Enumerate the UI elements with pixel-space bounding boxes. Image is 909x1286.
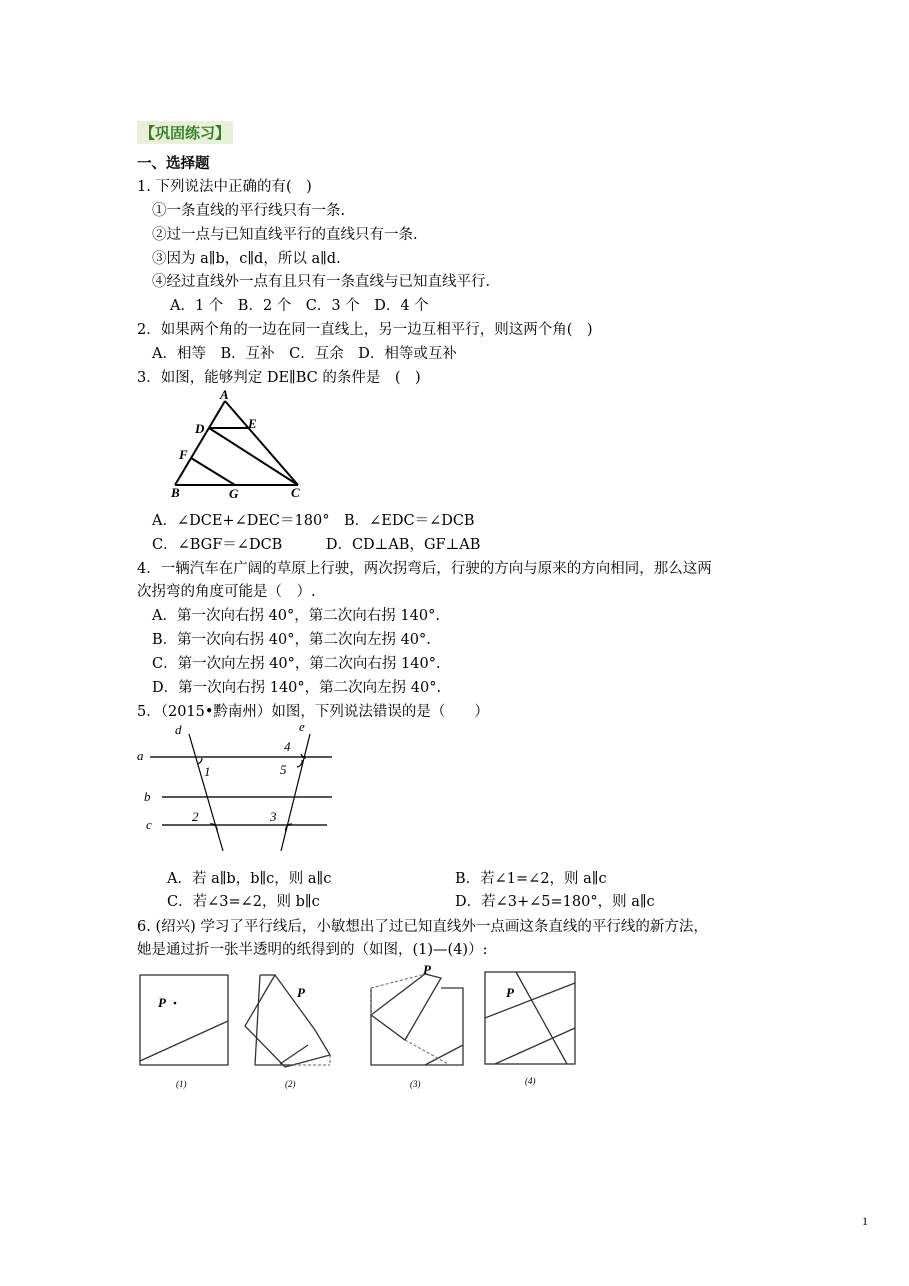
label-f: F (179, 447, 188, 462)
label-angle-3: 3 (270, 809, 277, 824)
q1-stem: 1. 下列说法中正确的有( ) (137, 179, 312, 195)
fig4-point-p: P (506, 985, 514, 1000)
fig3-point-p: P (423, 962, 431, 977)
fig1-caption: (1) (176, 1079, 187, 1089)
triangle-figure (165, 388, 315, 503)
q1-statement-4: ④经过直线外一点有且只有一条直线与已知直线平行. (152, 274, 491, 290)
fig4-caption: (4) (525, 1076, 536, 1086)
page-number: 1 (862, 1214, 868, 1228)
fig2-caption: (2) (285, 1079, 296, 1089)
label-a: A (220, 388, 229, 402)
label-angle-5: 5 (280, 762, 287, 777)
label-angle-1: 1 (204, 764, 211, 779)
q4-option-a: A．第一次向右拐 40°，第二次向右拐 140°. (152, 608, 440, 624)
q4-option-c: C．第一次向左拐 40°，第二次向右拐 140°. (152, 656, 441, 672)
q5-option-d: D．若∠3+∠5=180°，则 a∥c (455, 894, 655, 910)
label-line-c: c (146, 817, 152, 832)
q5-option-b: B．若∠1=∠2，则 a∥c (455, 871, 607, 887)
q1-statement-3: ③因为 a∥b，c∥d，所以 a∥d. (152, 251, 341, 267)
q5-stem: 5．（2015•黔南州）如图，下列说法错误的是（ ） (137, 704, 489, 720)
label-e: E (248, 416, 257, 431)
label-angle-4: 4 (284, 739, 291, 754)
q4-option-d: D．第一次向右拐 140°，第二次向左拐 40°. (152, 680, 442, 696)
fig2-point-p: P (297, 985, 305, 1000)
q2-stem: 2．如果两个角的一边在同一直线上，另一边互相平行，则这两个角( ) (137, 322, 593, 338)
label-angle-2: 2 (192, 809, 199, 824)
label-g: G (229, 486, 239, 501)
q4-option-b: B．第一次向右拐 40°，第二次向左拐 40°. (152, 632, 431, 648)
q1-statement-2: ②过一点与已知直线平行的直线只有一条. (152, 227, 418, 243)
q3-options-ab: A．∠DCE+∠DEC＝180° B．∠EDC＝∠DCB (152, 513, 475, 529)
label-line-d: d (175, 722, 182, 737)
fig1-point-p: P (158, 995, 166, 1010)
section-title: 一、选择题 (137, 155, 210, 172)
q5-option-c: C．若∠3=∠2，则 b∥c (167, 894, 320, 910)
folding-figures (135, 960, 585, 1095)
label-b: B (171, 485, 180, 500)
q4-stem-line2: 次拐弯的角度可能是（ ）. (137, 584, 316, 600)
fig3-caption: (3) (410, 1079, 421, 1089)
q4-stem-line1: 4．一辆汽车在广阔的草原上行驶，两次拐弯后，行驶的方向与原来的方向相同，那么这两 (137, 561, 712, 577)
q1-statement-1: ①一条直线的平行线只有一条. (152, 203, 346, 219)
label-line-e: e (299, 720, 305, 734)
label-c: C (291, 485, 300, 500)
label-line-a: a (137, 748, 144, 763)
parallel-lines-figure (132, 720, 342, 855)
section-header: 【巩固练习】 (137, 121, 233, 144)
q3-stem: 3．如图，能够判定 DE∥BC 的条件是 ( ) (137, 370, 421, 386)
q2-options: A．相等 B．互补 C．互余 D．相等或互补 (152, 346, 457, 362)
q6-stem-line2: 她是通过折一张半透明的纸得到的（如图，(1)—(4)）: (137, 942, 488, 958)
label-line-b: b (144, 789, 151, 804)
q1-options: A．1 个 B．2 个 C．3 个 D．4 个 (170, 298, 429, 314)
q5-option-a: A．若 a∥b，b∥c，则 a∥c (167, 871, 332, 887)
q6-stem-line1: 6. (绍兴) 学习了平行线后，小敏想出了过已知直线外一点画这条直线的平行线的新方法， (137, 919, 708, 935)
q3-options-cd: C．∠BGF＝∠DCB D．CD⊥AB，GF⊥AB (152, 537, 481, 553)
label-d: D (195, 421, 205, 436)
